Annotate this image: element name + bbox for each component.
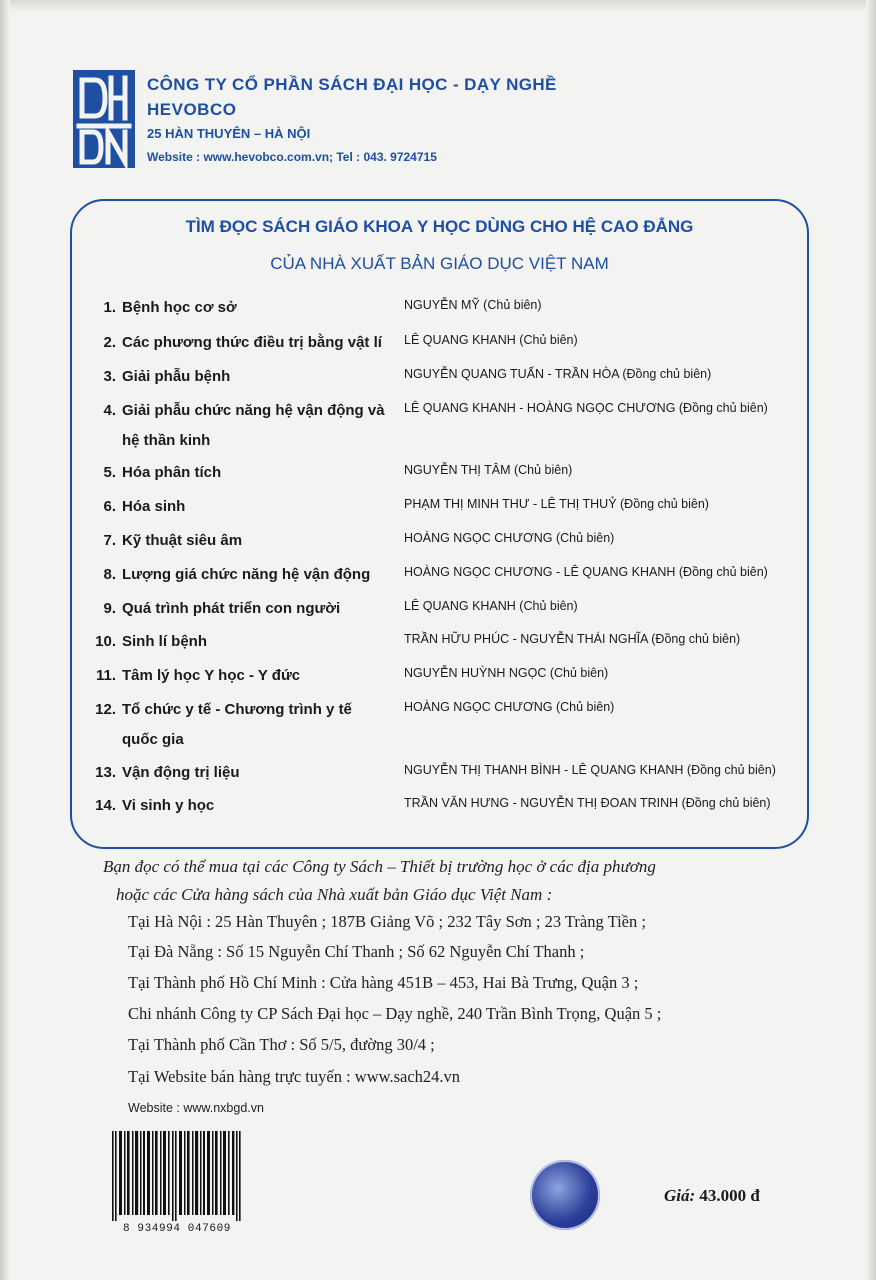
book-author: NGUYỄN HUỲNH NGỌC (Chủ biên) xyxy=(404,666,609,680)
book-title-continued: hệ thần kinh xyxy=(122,432,211,449)
book-title: Các phương thức điều trị bằng vật lí xyxy=(122,334,382,351)
distributor-cantho: Tại Thành phố Cần Thơ : Số 5/5, đường 30/4 ; xyxy=(128,1035,435,1054)
book-number: 6. xyxy=(103,498,116,515)
publisher-website: Website : www.nxbgd.vn xyxy=(128,1101,264,1115)
book-title: Lượng giá chức năng hệ vận động xyxy=(122,566,371,583)
barcode-bars xyxy=(108,1131,246,1221)
price-value: 43.000 đ xyxy=(699,1186,760,1205)
book-number: 12. xyxy=(95,701,116,718)
book-title: Tổ chức y tế - Chương trình y tế xyxy=(122,701,352,718)
book-author: NGUYỄN THỊ TÂM (Chủ biên) xyxy=(404,463,573,477)
page-edge-left xyxy=(0,0,10,1280)
book-author: LÊ QUANG KHANH (Chủ biên) xyxy=(404,599,578,613)
book-title: Hóa phân tích xyxy=(122,464,222,481)
distributor-hanoi: Tại Hà Nội : 25 Hàn Thuyên ; 187B Giảng Võ ; 232 Tây Sơn ; 23 Tràng Tiền ; xyxy=(128,912,646,931)
publisher-contact: Website : www.hevobco.com.vn; Tel : 043. 9724715 xyxy=(147,150,437,164)
book-title: Sinh lí bệnh xyxy=(122,633,207,650)
book-number: 3. xyxy=(103,368,116,385)
book-title: Vi sinh y học xyxy=(122,797,215,814)
book-title: Hóa sinh xyxy=(122,498,186,515)
barcode xyxy=(108,1131,246,1246)
hologram-seal-icon xyxy=(530,1160,600,1230)
publisher-name: CÔNG TY CỔ PHẦN SÁCH ĐẠI HỌC - DẠY NGHỀ xyxy=(147,75,557,94)
book-list-panel xyxy=(70,199,809,849)
price xyxy=(664,1186,760,1206)
book-title: Vận động trị liệu xyxy=(122,764,240,781)
book-author: NGUYỄN MỸ (Chủ biên) xyxy=(404,298,542,312)
book-number: 2. xyxy=(103,334,116,351)
book-title-continued: quốc gia xyxy=(122,731,184,748)
book-number: 7. xyxy=(103,532,116,549)
book-title: Giải phẫu chức năng hệ vận động và xyxy=(122,402,385,419)
publisher-header xyxy=(147,74,557,168)
book-author: HOÀNG NGỌC CHƯƠNG (Chủ biên) xyxy=(404,700,615,714)
book-author: PHẠM THỊ MINH THƯ - LÊ THỊ THUỶ (Đồng chủ biên) xyxy=(404,497,709,511)
book-number: 10. xyxy=(95,633,116,650)
publisher-address: 25 HÀN THUYÊN – HÀ NỘI xyxy=(147,126,311,141)
book-title: Giải phẫu bệnh xyxy=(122,368,231,385)
book-list-subtitle: CỦA NHÀ XUẤT BẢN GIÁO DỤC VIỆT NAM xyxy=(270,254,609,273)
distributor-intro-line2: hoặc các Cửa hàng sách của Nhà xuất bản Giáo dục Việt Nam : xyxy=(116,885,553,904)
book-number: 13. xyxy=(95,764,116,781)
book-author: NGUYỄN QUANG TUẤN - TRẦN HÒA (Đồng chủ biên) xyxy=(404,367,712,381)
dh-dn-logo-icon xyxy=(73,70,135,168)
publisher-brand: HEVOBCO xyxy=(147,100,237,119)
barcode-number: 8 934994 047609 xyxy=(122,1223,232,1235)
book-author: HOÀNG NGỌC CHƯƠNG (Chủ biên) xyxy=(404,531,615,545)
book-author: TRẦN HỮU PHÚC - NGUYỄN THÁI NGHĨA (Đồng chủ biên) xyxy=(404,632,741,646)
book-number: 9. xyxy=(103,600,116,617)
book-title: Bệnh học cơ sở xyxy=(122,299,237,316)
price-label: Giá: xyxy=(664,1186,696,1205)
distributor-online: Tại Website bán hàng trực tuyến : www.sach24.vn xyxy=(128,1067,461,1086)
page-edge-top xyxy=(0,0,876,12)
distributor-danang: Tại Đà Nẵng : Số 15 Nguyễn Chí Thanh ; Số 62 Nguyễn Chí Thanh ; xyxy=(128,942,585,961)
book-number: 1. xyxy=(103,299,116,316)
book-number: 14. xyxy=(95,797,116,814)
book-title: Tâm lý học Y học - Y đức xyxy=(122,667,301,684)
book-number: 4. xyxy=(103,402,116,419)
book-title: Kỹ thuật siêu âm xyxy=(122,532,243,549)
book-number: 8. xyxy=(103,566,116,583)
page-edge-right xyxy=(866,0,876,1280)
distributor-intro-line1: Bạn đọc có thể mua tại các Công ty Sách – Thiết bị trường học ở các địa phương xyxy=(103,857,656,876)
book-author: TRẦN VĂN HƯNG - NGUYỄN THỊ ĐOAN TRINH (Đồng chủ biên) xyxy=(404,796,771,810)
book-number: 11. xyxy=(95,667,116,684)
book-title: Quá trình phát triển con người xyxy=(122,600,341,617)
distributor-hcm: Tại Thành phố Hồ Chí Minh : Cửa hàng 451B – 453, Hai Bà Trưng, Quận 3 ; xyxy=(128,973,639,992)
distributor-branch: Chi nhánh Công ty CP Sách Đại học – Dạy nghề, 240 Trần Bình Trọng, Quận 5 ; xyxy=(128,1004,662,1023)
book-author: HOÀNG NGỌC CHƯƠNG - LÊ QUANG KHANH (Đồng chủ biên) xyxy=(404,565,768,579)
book-author: NGUYỄN THỊ THANH BÌNH - LÊ QUANG KHANH (Đồng chủ biên) xyxy=(404,763,776,777)
book-author: LÊ QUANG KHANH (Chủ biên) xyxy=(404,333,578,347)
book-number: 5. xyxy=(103,464,116,481)
book-author: LÊ QUANG KHANH - HOÀNG NGỌC CHƯƠNG (Đồng chủ biên) xyxy=(404,401,768,415)
book-list-title: TÌM ĐỌC SÁCH GIÁO KHOA Y HỌC DÙNG CHO HỆ CAO ĐẲNG xyxy=(185,217,694,236)
